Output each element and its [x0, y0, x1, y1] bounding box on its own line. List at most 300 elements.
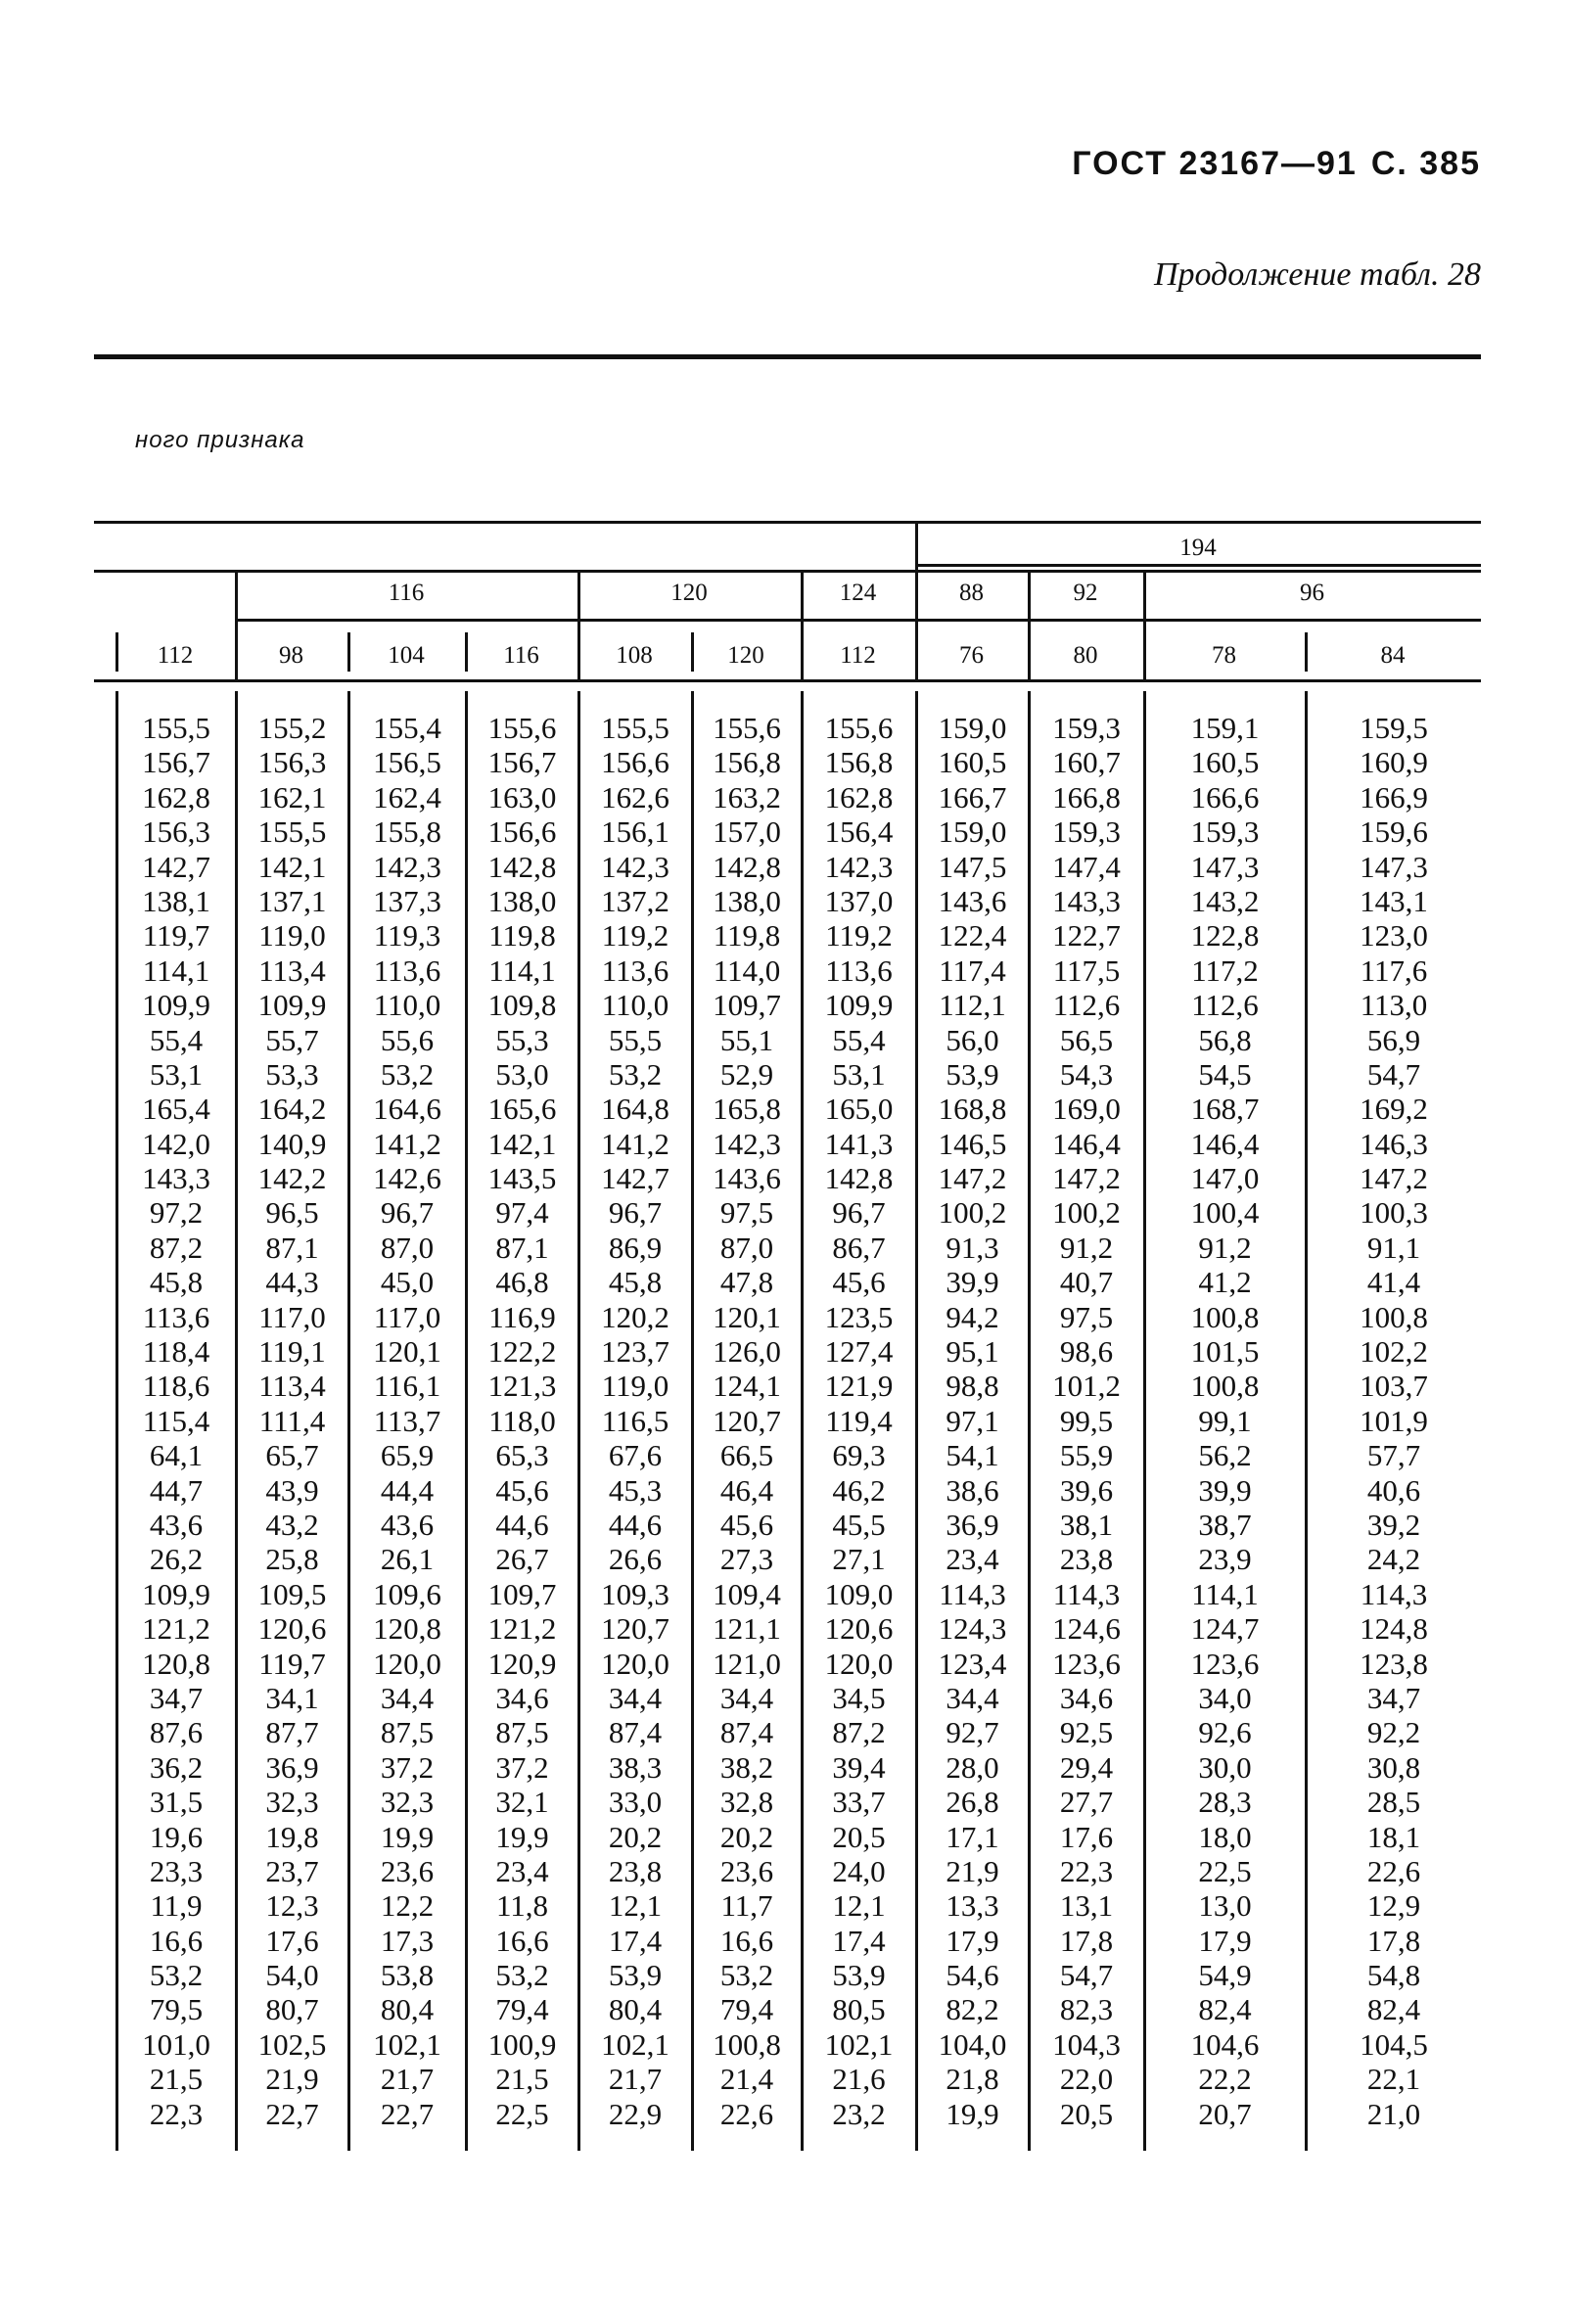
table-cell: 26,6 [608, 1542, 663, 1577]
table-cell: 96,7 [832, 1195, 886, 1231]
table-cell: 56,9 [1366, 1022, 1421, 1057]
table-cell: 147,3 [1190, 849, 1260, 884]
table-cell: 44,6 [608, 1507, 663, 1542]
table-cell: 142,0 [142, 1126, 210, 1161]
table-cell: 109,9 [257, 988, 327, 1023]
table-cell: 21,9 [946, 1853, 999, 1888]
table-cell: 119,7 [142, 918, 210, 953]
table-cell: 120,0 [373, 1646, 441, 1681]
table-cell: 21,9 [265, 2062, 319, 2097]
table-cell: 121,1 [713, 1611, 781, 1647]
table-cell: 119,2 [825, 918, 893, 953]
table-cell: 18,1 [1366, 1819, 1421, 1854]
table-cell: 92,2 [1366, 1715, 1421, 1750]
table-cell: 54,5 [1198, 1056, 1252, 1092]
table-cell: 69,3 [832, 1438, 886, 1473]
table-cell: 121,2 [487, 1611, 557, 1647]
table-cell: 118,0 [488, 1403, 556, 1438]
table-cell: 100,4 [1190, 1195, 1260, 1231]
table-cell: 45,6 [832, 1265, 886, 1300]
table-cell: 33,0 [608, 1785, 663, 1820]
table-cell: 123,0 [1360, 918, 1428, 953]
table-cell: 34,1 [265, 1680, 319, 1715]
table-cell: 22,0 [1059, 2062, 1114, 2097]
table-cell: 122,8 [1190, 918, 1260, 953]
table-cell: 124,7 [1190, 1611, 1260, 1647]
table-cell: 163,2 [713, 779, 781, 814]
table-cell: 120,0 [824, 1646, 894, 1681]
table-cell: 159,0 [938, 814, 1007, 850]
table-cell: 22,6 [719, 2096, 774, 2131]
table-cell: 146,5 [938, 1126, 1007, 1161]
table-cell: 23,4 [495, 1853, 549, 1888]
table-cell: 109,0 [824, 1576, 894, 1611]
table-cell: 22,7 [265, 2096, 319, 2131]
table-cell: 142,3 [713, 1126, 781, 1161]
table-cell: 162,6 [601, 779, 669, 814]
table-cell: 45,0 [380, 1265, 435, 1300]
column-rule [801, 691, 804, 2151]
table-cell: 91,2 [1198, 1230, 1252, 1265]
table-cell: 104,5 [1360, 2026, 1428, 2062]
table-cell: 155,8 [373, 814, 441, 850]
table-cell: 30,8 [1366, 1749, 1421, 1785]
table-cell: 21,5 [495, 2062, 549, 2097]
column-header: 108 [616, 642, 653, 669]
table-cell: 119,0 [258, 918, 326, 953]
table-cell: 100,3 [1360, 1195, 1428, 1231]
table-cell: 38,1 [1059, 1507, 1114, 1542]
table-cell: 41,4 [1366, 1265, 1421, 1300]
table-cell: 159,5 [1360, 711, 1428, 745]
column-header: 104 [388, 642, 425, 669]
table-cell: 17,6 [1059, 1819, 1114, 1854]
data-column [469, 711, 576, 2131]
table-cell: 19,9 [946, 2096, 999, 2131]
table-cell: 119,4 [825, 1403, 893, 1438]
table-cell: 143,6 [938, 883, 1007, 918]
table-cell: 112,1 [939, 988, 1006, 1023]
table-cell: 67,6 [608, 1438, 663, 1473]
data-column [1032, 711, 1141, 2131]
table-cell: 147,2 [1052, 1161, 1121, 1196]
table-cell: 147,2 [1360, 1161, 1428, 1196]
table-cell: 156,1 [601, 814, 669, 850]
table-cell: 11,9 [150, 1888, 203, 1924]
data-column [1147, 711, 1303, 2131]
table-cell: 28,5 [1366, 1785, 1421, 1820]
table-cell: 164,8 [601, 1092, 669, 1127]
table-cell: 21,4 [719, 2062, 774, 2097]
data-column [351, 711, 463, 2131]
header-group-194: 194 [1179, 535, 1217, 561]
table-cell: 40,7 [1059, 1265, 1114, 1300]
table-cell: 169,0 [1052, 1092, 1121, 1127]
table-cell: 160,7 [1052, 745, 1121, 780]
table-cell: 22,9 [608, 2096, 663, 2131]
table-cell: 45,6 [719, 1507, 774, 1542]
table-cell: 156,4 [824, 814, 894, 850]
table-cell: 143,3 [142, 1161, 210, 1196]
table-cell: 110,0 [373, 988, 441, 1023]
table-cell: 39,9 [1198, 1472, 1252, 1508]
table-cell: 39,2 [1366, 1507, 1421, 1542]
table-cell: 101,9 [1360, 1403, 1428, 1438]
table-cell: 87,4 [719, 1715, 774, 1750]
table-cell: 41,2 [1198, 1265, 1252, 1300]
table-cell: 11,8 [495, 1888, 549, 1924]
table-cell: 137,3 [373, 883, 441, 918]
table-cell: 155,6 [713, 711, 781, 745]
table-cell: 87,7 [265, 1715, 319, 1750]
column-rule [577, 691, 580, 2151]
table-cell: 142,7 [601, 1161, 669, 1196]
table-cell: 38,2 [719, 1749, 774, 1785]
table-cell: 36,9 [265, 1749, 319, 1785]
table-cell: 142,3 [824, 849, 894, 884]
table-cell: 86,7 [832, 1230, 886, 1265]
table-cell: 117,6 [1360, 953, 1428, 988]
table-cell: 23,9 [1198, 1542, 1252, 1577]
table-cell: 82,2 [946, 1992, 999, 2027]
table-cell: 53,2 [380, 1056, 435, 1092]
table-cell: 156,6 [601, 745, 669, 780]
table-cell: 147,0 [1190, 1161, 1260, 1196]
table-cell: 146,4 [1052, 1126, 1121, 1161]
table-cell: 17,4 [832, 1923, 886, 1958]
table-cell: 12,9 [1366, 1888, 1421, 1924]
table-cell: 166,8 [1052, 779, 1121, 814]
table-cell: 12,1 [832, 1888, 886, 1924]
table-cell: 53,9 [608, 1958, 663, 1993]
table-cell: 34,4 [946, 1680, 999, 1715]
table-cell: 91,1 [1366, 1230, 1421, 1265]
table-cell: 53,2 [719, 1958, 774, 1993]
table-cell: 156,8 [713, 745, 781, 780]
table-cell: 23,8 [1059, 1542, 1114, 1577]
table-cell: 55,9 [1059, 1438, 1114, 1473]
table-cell: 96,7 [608, 1195, 663, 1231]
table-cell: 97,4 [495, 1195, 549, 1231]
table-cell: 121,3 [487, 1369, 557, 1404]
table-cell: 36,2 [149, 1749, 204, 1785]
column-rule [1028, 691, 1031, 2151]
table-cell: 23,4 [946, 1542, 999, 1577]
table-cell: 102,1 [601, 2026, 669, 2062]
table-cell: 109,6 [373, 1576, 441, 1611]
table-cell: 22,5 [1198, 1853, 1252, 1888]
table-cell: 121,2 [142, 1611, 210, 1647]
table-cell: 109,9 [142, 988, 210, 1023]
table-rule [94, 521, 1481, 524]
table-cell: 142,8 [824, 1161, 894, 1196]
table-cell: 155,5 [257, 814, 327, 850]
table-cell: 21,0 [1366, 2096, 1421, 2131]
table-cell: 109,7 [713, 988, 781, 1023]
table-cell: 32,8 [719, 1785, 774, 1820]
table-cell: 37,2 [495, 1749, 549, 1785]
table-cell: 112,6 [1052, 988, 1121, 1023]
table-cell: 101,2 [1052, 1369, 1121, 1404]
table-cell: 116,1 [373, 1369, 441, 1404]
table-cell: 98,8 [946, 1369, 999, 1404]
table-cell: 147,2 [938, 1161, 1007, 1196]
table-cell: 117,2 [1191, 953, 1259, 988]
table-cell: 112,6 [1191, 988, 1259, 1023]
table-cell: 20,5 [1059, 2096, 1114, 2131]
table-cell: 99,1 [1198, 1403, 1252, 1438]
header-sub-124: 124 [839, 580, 877, 606]
table-cell: 13,3 [946, 1888, 999, 1924]
table-cell: 44,7 [149, 1472, 204, 1508]
table-cell: 102,1 [824, 2026, 894, 2062]
standard-number: ГОСТ 23167—91 [1072, 145, 1358, 182]
table-cell: 113,4 [258, 953, 326, 988]
table-cell: 82,3 [1059, 1992, 1114, 2027]
table-cell: 56,0 [946, 1022, 999, 1057]
table-cell: 80,7 [265, 1992, 319, 2027]
table-cell: 113,6 [601, 953, 669, 988]
table-cell: 17,8 [1059, 1923, 1114, 1958]
table-cell: 26,1 [380, 1542, 435, 1577]
column-header: 112 [157, 642, 194, 669]
table-cell: 17,9 [946, 1923, 999, 1958]
table-cell: 94,2 [946, 1299, 999, 1334]
table-cell: 65,9 [380, 1438, 435, 1473]
table-cell: 37,2 [380, 1749, 435, 1785]
table-cell: 142,1 [487, 1126, 557, 1161]
table-cell: 109,7 [487, 1576, 557, 1611]
table-cell: 22,2 [1198, 2062, 1252, 2097]
table-cell: 34,4 [608, 1680, 663, 1715]
table-cell: 123,7 [601, 1334, 669, 1370]
table-cell: 39,9 [946, 1265, 999, 1300]
table-cell: 162,8 [824, 779, 894, 814]
table-cell: 87,2 [832, 1715, 886, 1750]
table-cell: 97,1 [946, 1403, 999, 1438]
table-cell: 137,2 [601, 883, 669, 918]
table-cell: 91,2 [1059, 1230, 1114, 1265]
table-cell: 82,4 [1198, 1992, 1252, 2027]
data-column [1309, 711, 1479, 2131]
table-cell: 143,6 [713, 1161, 781, 1196]
table-cell: 126,0 [713, 1334, 781, 1370]
table-cell: 13,0 [1198, 1888, 1252, 1924]
table-cell: 100,8 [1360, 1299, 1428, 1334]
table-cell: 55,3 [495, 1022, 549, 1057]
data-column [581, 711, 689, 2131]
data-column [239, 711, 346, 2131]
table-cell: 110,0 [601, 988, 669, 1023]
table-cell: 97,5 [719, 1195, 774, 1231]
table-cell: 95,1 [946, 1334, 999, 1370]
table-cell: 114,3 [1052, 1576, 1121, 1611]
header-rule [915, 564, 1481, 567]
table-cell: 22,1 [1366, 2062, 1421, 2097]
table-cell: 102,5 [257, 2026, 327, 2062]
table-cell: 146,4 [1190, 1126, 1260, 1161]
table-cell: 143,5 [487, 1161, 557, 1196]
table-cell: 97,5 [1059, 1299, 1114, 1334]
table-cell: 53,9 [946, 1056, 999, 1092]
table-cell: 54,3 [1059, 1056, 1114, 1092]
table-cell: 97,2 [149, 1195, 204, 1231]
table-cell: 44,6 [495, 1507, 549, 1542]
table-cell: 142,3 [373, 849, 441, 884]
table-cell: 103,7 [1360, 1369, 1428, 1404]
table-cell: 23,2 [832, 2096, 886, 2131]
data-column [805, 711, 913, 2131]
table-cell: 92,7 [946, 1715, 999, 1750]
table-cell: 155,2 [257, 711, 327, 745]
table-cell: 45,3 [608, 1472, 663, 1508]
table-caption-fragment: ного признака [135, 427, 305, 453]
table-cell: 21,7 [608, 2062, 663, 2097]
table-cell: 113,4 [258, 1369, 326, 1404]
table-cell: 34,0 [1198, 1680, 1252, 1715]
table-cell: 165,6 [487, 1092, 557, 1127]
table-cell: 54,8 [1366, 1958, 1421, 1993]
table-cell: 123,6 [1052, 1646, 1121, 1681]
table-cell: 142,1 [257, 849, 327, 884]
table-cell: 156,8 [824, 745, 894, 780]
table-cell: 43,9 [265, 1472, 319, 1508]
table-cell: 109,8 [487, 988, 557, 1023]
table-cell: 34,5 [832, 1680, 886, 1715]
table-cell: 119,1 [258, 1334, 326, 1370]
table-cell: 120,6 [824, 1611, 894, 1647]
table-cell: 114,3 [939, 1576, 1006, 1611]
table-cell: 120,1 [373, 1334, 441, 1370]
table-cell: 19,8 [265, 1819, 319, 1854]
table-cell: 119,7 [258, 1646, 326, 1681]
table-cell: 113,6 [825, 953, 893, 988]
table-cell: 156,6 [487, 814, 557, 850]
table-cell: 166,7 [938, 779, 1007, 814]
table-cell: 23,6 [719, 1853, 774, 1888]
table-cell: 56,2 [1198, 1438, 1252, 1473]
table-cell: 142,6 [373, 1161, 441, 1196]
table-cell: 45,8 [608, 1265, 663, 1300]
table-cell: 27,7 [1059, 1785, 1114, 1820]
table-cell: 17,8 [1366, 1923, 1421, 1958]
table-cell: 156,7 [142, 745, 210, 780]
column-rule [347, 691, 350, 2151]
table-cell: 159,3 [1052, 711, 1121, 745]
table-cell: 119,8 [713, 918, 781, 953]
table-cell: 53,9 [832, 1958, 886, 1993]
table-cell: 16,6 [495, 1923, 549, 1958]
table-cell: 159,0 [938, 711, 1007, 745]
table-cell: 53,0 [495, 1056, 549, 1092]
table-cell: 124,3 [938, 1611, 1007, 1647]
table-cell: 30,0 [1198, 1749, 1252, 1785]
table-cell: 55,4 [832, 1022, 886, 1057]
table-cell: 142,8 [713, 849, 781, 884]
table-cell: 92,6 [1198, 1715, 1252, 1750]
table-cell: 79,5 [149, 1992, 204, 2027]
table-cell: 98,6 [1059, 1334, 1114, 1370]
table-cell: 159,1 [1190, 711, 1260, 745]
table-cell: 79,4 [719, 1992, 774, 2027]
table-cell: 28,0 [946, 1749, 999, 1785]
table-cell: 27,1 [832, 1542, 886, 1577]
table-cell: 26,2 [149, 1542, 204, 1577]
table-cell: 123,4 [938, 1646, 1007, 1681]
table-cell: 113,6 [373, 953, 441, 988]
table-cell: 54,9 [1198, 1958, 1252, 1993]
table-cell: 119,8 [488, 918, 556, 953]
table-cell: 44,4 [380, 1472, 435, 1508]
table-cell: 53,1 [149, 1056, 204, 1092]
table-cell: 165,0 [824, 1092, 894, 1127]
table-cell: 38,3 [608, 1749, 663, 1785]
table-cell: 21,6 [832, 2062, 886, 2097]
table-cell: 53,8 [380, 1958, 435, 1993]
table-cell: 104,3 [1052, 2026, 1121, 2062]
column-header: 120 [727, 642, 764, 669]
table-cell: 104,6 [1190, 2026, 1260, 2062]
table-cell: 56,5 [1059, 1022, 1114, 1057]
table-cell: 117,0 [258, 1299, 326, 1334]
table-cell: 17,1 [946, 1819, 999, 1854]
table-cell: 20,5 [832, 1819, 886, 1854]
table-cell: 163,0 [487, 779, 557, 814]
table-cell: 138,0 [487, 883, 557, 918]
table-cell: 20,2 [719, 1819, 774, 1854]
table-cell: 116,5 [601, 1403, 669, 1438]
table-cell: 120,2 [601, 1299, 669, 1334]
table-cell: 155,4 [373, 711, 441, 745]
table-cell: 47,8 [719, 1265, 774, 1300]
table-cell: 36,9 [946, 1507, 999, 1542]
table-cell: 118,4 [142, 1334, 210, 1370]
table-cell: 147,4 [1052, 849, 1121, 884]
table-cell: 11,7 [720, 1888, 773, 1924]
table-cell: 162,4 [373, 779, 441, 814]
table-cell: 137,1 [257, 883, 327, 918]
table-cell: 45,5 [832, 1507, 886, 1542]
page-number: С. 385 [1370, 145, 1481, 182]
table-cell: 141,2 [373, 1126, 441, 1161]
table-cell: 159,6 [1360, 814, 1428, 850]
table-cell: 162,1 [257, 779, 327, 814]
table-cell: 53,2 [495, 1958, 549, 1993]
table-cell: 45,6 [495, 1472, 549, 1508]
table-cell: 102,1 [373, 2026, 441, 2062]
table-cell: 82,4 [1366, 1992, 1421, 2027]
table-cell: 43,2 [265, 1507, 319, 1542]
table-cell: 23,7 [265, 1853, 319, 1888]
table-cell: 87,4 [608, 1715, 663, 1750]
table-cell: 17,4 [608, 1923, 663, 1958]
table-cell: 65,7 [265, 1438, 319, 1473]
table-cell: 160,5 [938, 745, 1007, 780]
column-header: 116 [503, 642, 539, 669]
table-cell: 159,3 [1190, 814, 1260, 850]
table-cell: 34,7 [1366, 1680, 1421, 1715]
table-cell: 109,9 [142, 1576, 210, 1611]
table-cell: 65,3 [495, 1438, 549, 1473]
table-cell: 79,4 [495, 1992, 549, 2027]
header-rule [94, 570, 1481, 573]
column-rule [465, 691, 468, 2151]
table-cell: 114,3 [1360, 1576, 1428, 1611]
table-cell: 25,8 [265, 1542, 319, 1577]
table-cell: 39,4 [832, 1749, 886, 1785]
table-cell: 121,0 [713, 1646, 781, 1681]
table-cell: 91,3 [946, 1230, 999, 1265]
